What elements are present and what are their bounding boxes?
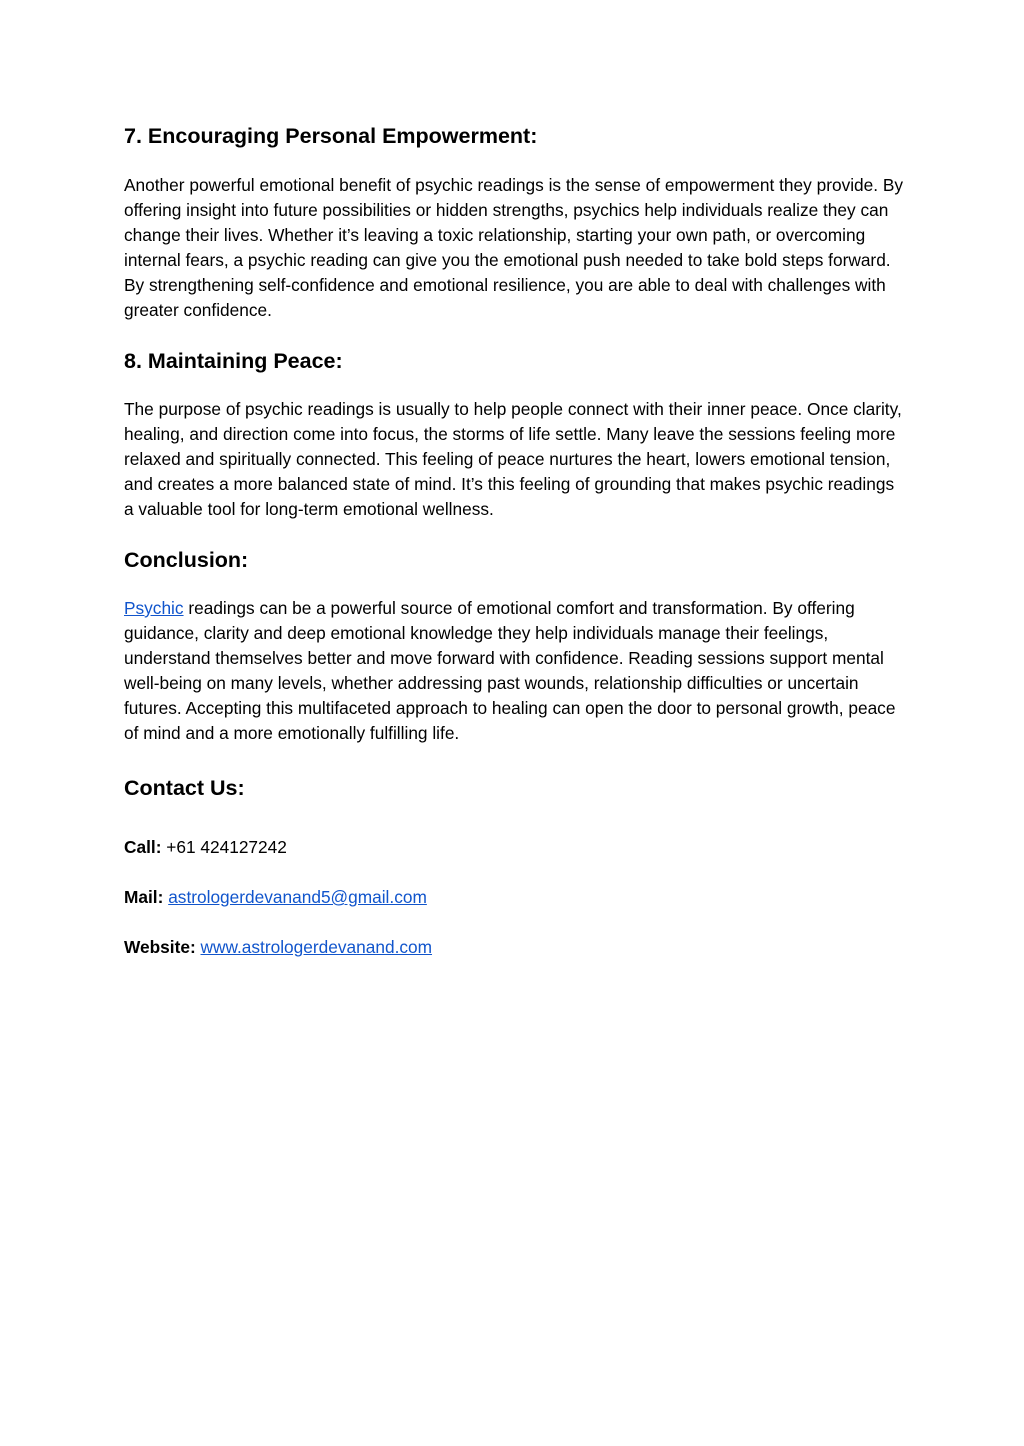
section-text-peace: The purpose of psychic readings is usually to help people connect with their inner peace. Once clarity, healing, and direction come into focus, the storms of life settle. Many leave the sessions feeling more relaxed and spiritually connected. This feeling of peace nurtures the heart, lowers emotional tension, and creates a more balanced state of mind. It’s this feeling of grounding that makes psychic readings a valuable tool for long-term emotional wellness. (124, 399, 902, 519)
mail-label: Mail: (124, 887, 164, 907)
call-label: Call: (124, 837, 162, 857)
contact-website-line (124, 935, 432, 960)
website-label: Website: (124, 937, 196, 957)
section-heading-conclusion: Conclusion: (124, 548, 249, 572)
call-value: +61 424127242 (161, 837, 287, 857)
contact-heading: Contact Us: (124, 776, 245, 800)
section-heading-empowerment: 7. Encouraging Personal Empowerment: (124, 124, 538, 148)
conclusion-body-text: readings can be a powerful source of emotional comfort and transformation. By offering guidance, clarity and deep emotional knowledge they help individuals manage their feelings, understand themselves better and move forward with confidence. Reading sessions support mental well-being on many levels, whether addressing past wounds, relationship difficulties or uncertain futures. Accepting this multifaceted approach to healing can open the door to personal growth, peace of mind and a more emotionally fulfilling life. (124, 598, 896, 743)
contact-mail-line (124, 885, 427, 910)
psychic-link[interactable]: Psychic (124, 598, 184, 618)
section-text-empowerment: Another powerful emotional benefit of psychic readings is the sense of empowerment they provide. By offering insight into future possibilities or hidden strengths, psychics help individuals realize they can change their lives. Whether it’s leaving a toxic relationship, starting your own path, or overcoming internal fears, a psychic reading can give you the emotional push needed to take bold steps forward. By strengthening self-confidence and emotional resilience, you are able to deal with challenges with greater confidence. (124, 175, 904, 320)
website-link[interactable]: www.astrologerdevanand.com (200, 937, 433, 957)
section-heading-peace: 8. Maintaining Peace: (124, 349, 343, 373)
section-text-conclusion (124, 596, 904, 746)
email-link[interactable]: astrologerdevanand5@gmail.com (168, 887, 427, 907)
contact-call-line (124, 835, 287, 860)
